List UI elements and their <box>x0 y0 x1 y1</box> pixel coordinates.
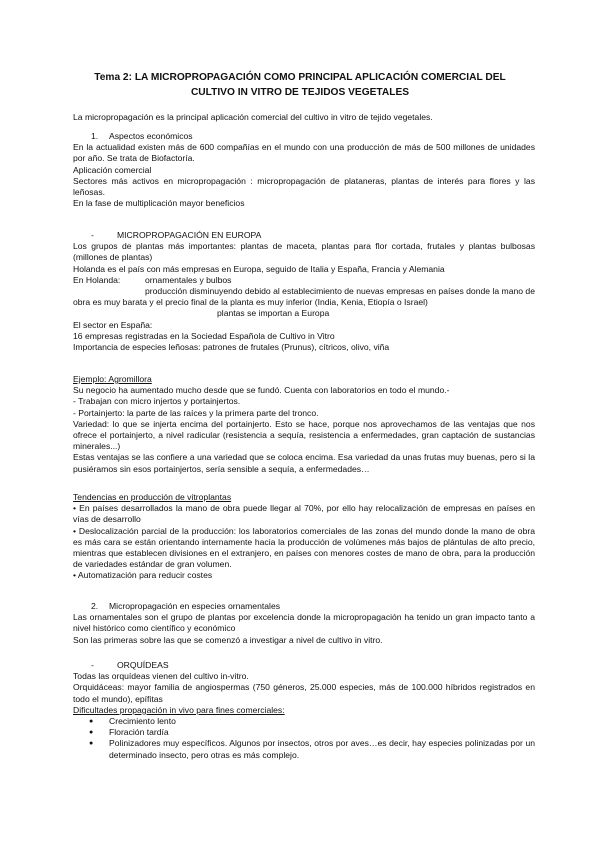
bullet-icon: ● <box>89 740 94 748</box>
section-title: Micropropagación en especies ornamentales <box>109 601 281 611</box>
section-ornamentals <box>73 601 535 646</box>
bullet-icon: ● <box>89 718 94 726</box>
bullet-icon: ● <box>89 729 94 737</box>
list-item: ● Floración tardía <box>89 727 169 738</box>
difficulties-heading: Dificultades propagación in vivo para fines comerciales: <box>73 704 285 715</box>
section-economic <box>73 131 535 209</box>
section-title: Aspectos económicos <box>109 131 193 141</box>
paragraph: Holanda es el país con más empresas en Europa, seguido de Italia y España, Francia y Alemania <box>73 263 445 274</box>
title-line-1: Tema 2: LA MICROPROPAGACIÓN COMO PRINCIPAL APLICACIÓN COMERCIAL DEL <box>94 72 506 83</box>
section-heading <box>73 601 535 612</box>
paragraph: Importancia de especies leñosas: patrones de frutales (Prunus), cítricos, olivo, viña <box>73 342 390 353</box>
paragraph: Son las primeras sobre las que se comenzó a investigar a nivel de cultivo in vitro. <box>73 634 383 645</box>
section-number: 2. <box>91 601 99 611</box>
paragraph: - Trabajan con micro injertos y portainjertos. <box>73 396 241 407</box>
holanda-row <box>73 275 535 286</box>
section-orchids <box>73 660 535 761</box>
paragraph: El sector en España: <box>73 319 153 330</box>
holanda-item: producción disminuyendo debido al establecimiento de nuevas empresas en países donde la mano de obra es muy barata y el precio final de la planta es muy inferior (India, Kenia, Etiopía o Israel) <box>73 286 535 308</box>
document-title <box>80 70 520 100</box>
paragraph: Su negocio ha aumentado mucho desde que se fundó. Cuenta con laboratorios en todo el mundo.- <box>73 385 450 396</box>
example-heading: Ejemplo: Agromillora <box>73 374 152 384</box>
trends-heading: Tendencias en producción de vitroplantas <box>73 492 232 502</box>
paragraph: 16 empresas registradas en la Sociedad Española de Cultivo in Vitro <box>73 330 335 341</box>
paragraph: - Portainjerto: la parte de las raíces y la primera parte del tronco. <box>73 407 319 418</box>
section-dash: - <box>91 230 94 240</box>
section-title: MICROPROPAGACIÓN EN EUROPA <box>117 230 262 240</box>
title-line-2: CULTIVO IN VITRO DE TEJIDOS VEGETALES <box>190 87 410 98</box>
paragraph: Estas ventajas se las confiere a una variedad que se coloca encima. Esa variedad da unas frutas muy buenas, pero si la pusiéramos sin esos portainjertos, sería sensible a sequía, a enfermedades… <box>73 452 535 474</box>
section-example <box>73 374 535 475</box>
section-dash: - <box>91 660 94 670</box>
section-europe <box>73 230 535 353</box>
trend-item: • En países desarrollados la mano de obra puede llegar al 70%, por ello hay relocalización de empresas en países en vías de desarrollo <box>73 503 535 525</box>
section-heading <box>73 660 535 671</box>
trend-item: • Deslocalización parcial de la producción: los laboratorios comerciales de las zonas del mundo donde la mano de obra es más cara se están orientando internamente hacia la producción de volúmenes más bajos de plántulas de alto precio, mientras que establecen divisiones en el extranjero, en países con menores costes de mano de obra, para la producción de variedades estándar de gran volumen. <box>73 525 535 570</box>
holanda-item: ornamentales y bulbos <box>145 274 232 285</box>
paragraph: Variedad: lo que se injerta encima del portainjerto. Esto se hace, porque nos aprovechamos de las ventajas que nos ofrece el portainjerto, a nivel radicular (resistencia a sequía, resistencia a enfermedades, gran captación de sustancias minerales...) <box>73 418 535 452</box>
section-heading <box>73 131 535 142</box>
paragraph: Sectores más activos en micropropagación : micropropagación de plataneras, plantas de interés para flores y las leñosas. <box>73 175 535 198</box>
trend-item: • Automatización para reducir costes <box>73 570 213 581</box>
paragraph: Orquidáceas: mayor familia de angiospermas (750 géneros, 25.000 especies, más de 100.000 híbridos registrados en todo el mundo), epífitas <box>73 682 535 704</box>
paragraph: En la actualidad existen más de 600 compañías en el mundo con una producción de más de 500 millones de unidades por año. Se trata de Biofactoría. <box>73 142 535 164</box>
section-number: 1. <box>91 131 99 141</box>
holanda-item: plantas se importan a Europa <box>217 308 330 319</box>
paragraph: En la fase de multiplicación mayor beneficios <box>73 198 245 209</box>
paragraph: Aplicación comercial <box>73 164 152 175</box>
list-item: ● Crecimiento lento <box>89 716 176 727</box>
intro-paragraph: La micropropagación es la principal aplicación comercial del cultivo in vitro de tejido vegetales. <box>73 112 433 122</box>
section-title: ORQUÍDEAS <box>117 660 169 670</box>
section-trends <box>73 492 535 582</box>
paragraph: Los grupos de plantas más importantes: plantas de maceta, plantas para flor cortada, frutales y plantas bulbosas (millones de plantas) <box>73 241 535 263</box>
holanda-label: En Holanda: <box>73 274 121 285</box>
list-item: ● Polinizadores muy específicos. Algunos por insectos, otros por aves…es decir, hay especies polinizadas por un determinado insecto, pero otras es más complejo. <box>89 738 535 760</box>
section-heading <box>73 230 535 241</box>
paragraph: Las ornamentales son el grupo de plantas por excelencia donde la micropropagación ha tenido un gran impacto tanto a nivel histórico como científico y económico <box>73 612 535 634</box>
paragraph: Todas las orquídeas vienen del cultivo in-vitro. <box>73 671 249 682</box>
difficulties-list <box>73 716 535 761</box>
